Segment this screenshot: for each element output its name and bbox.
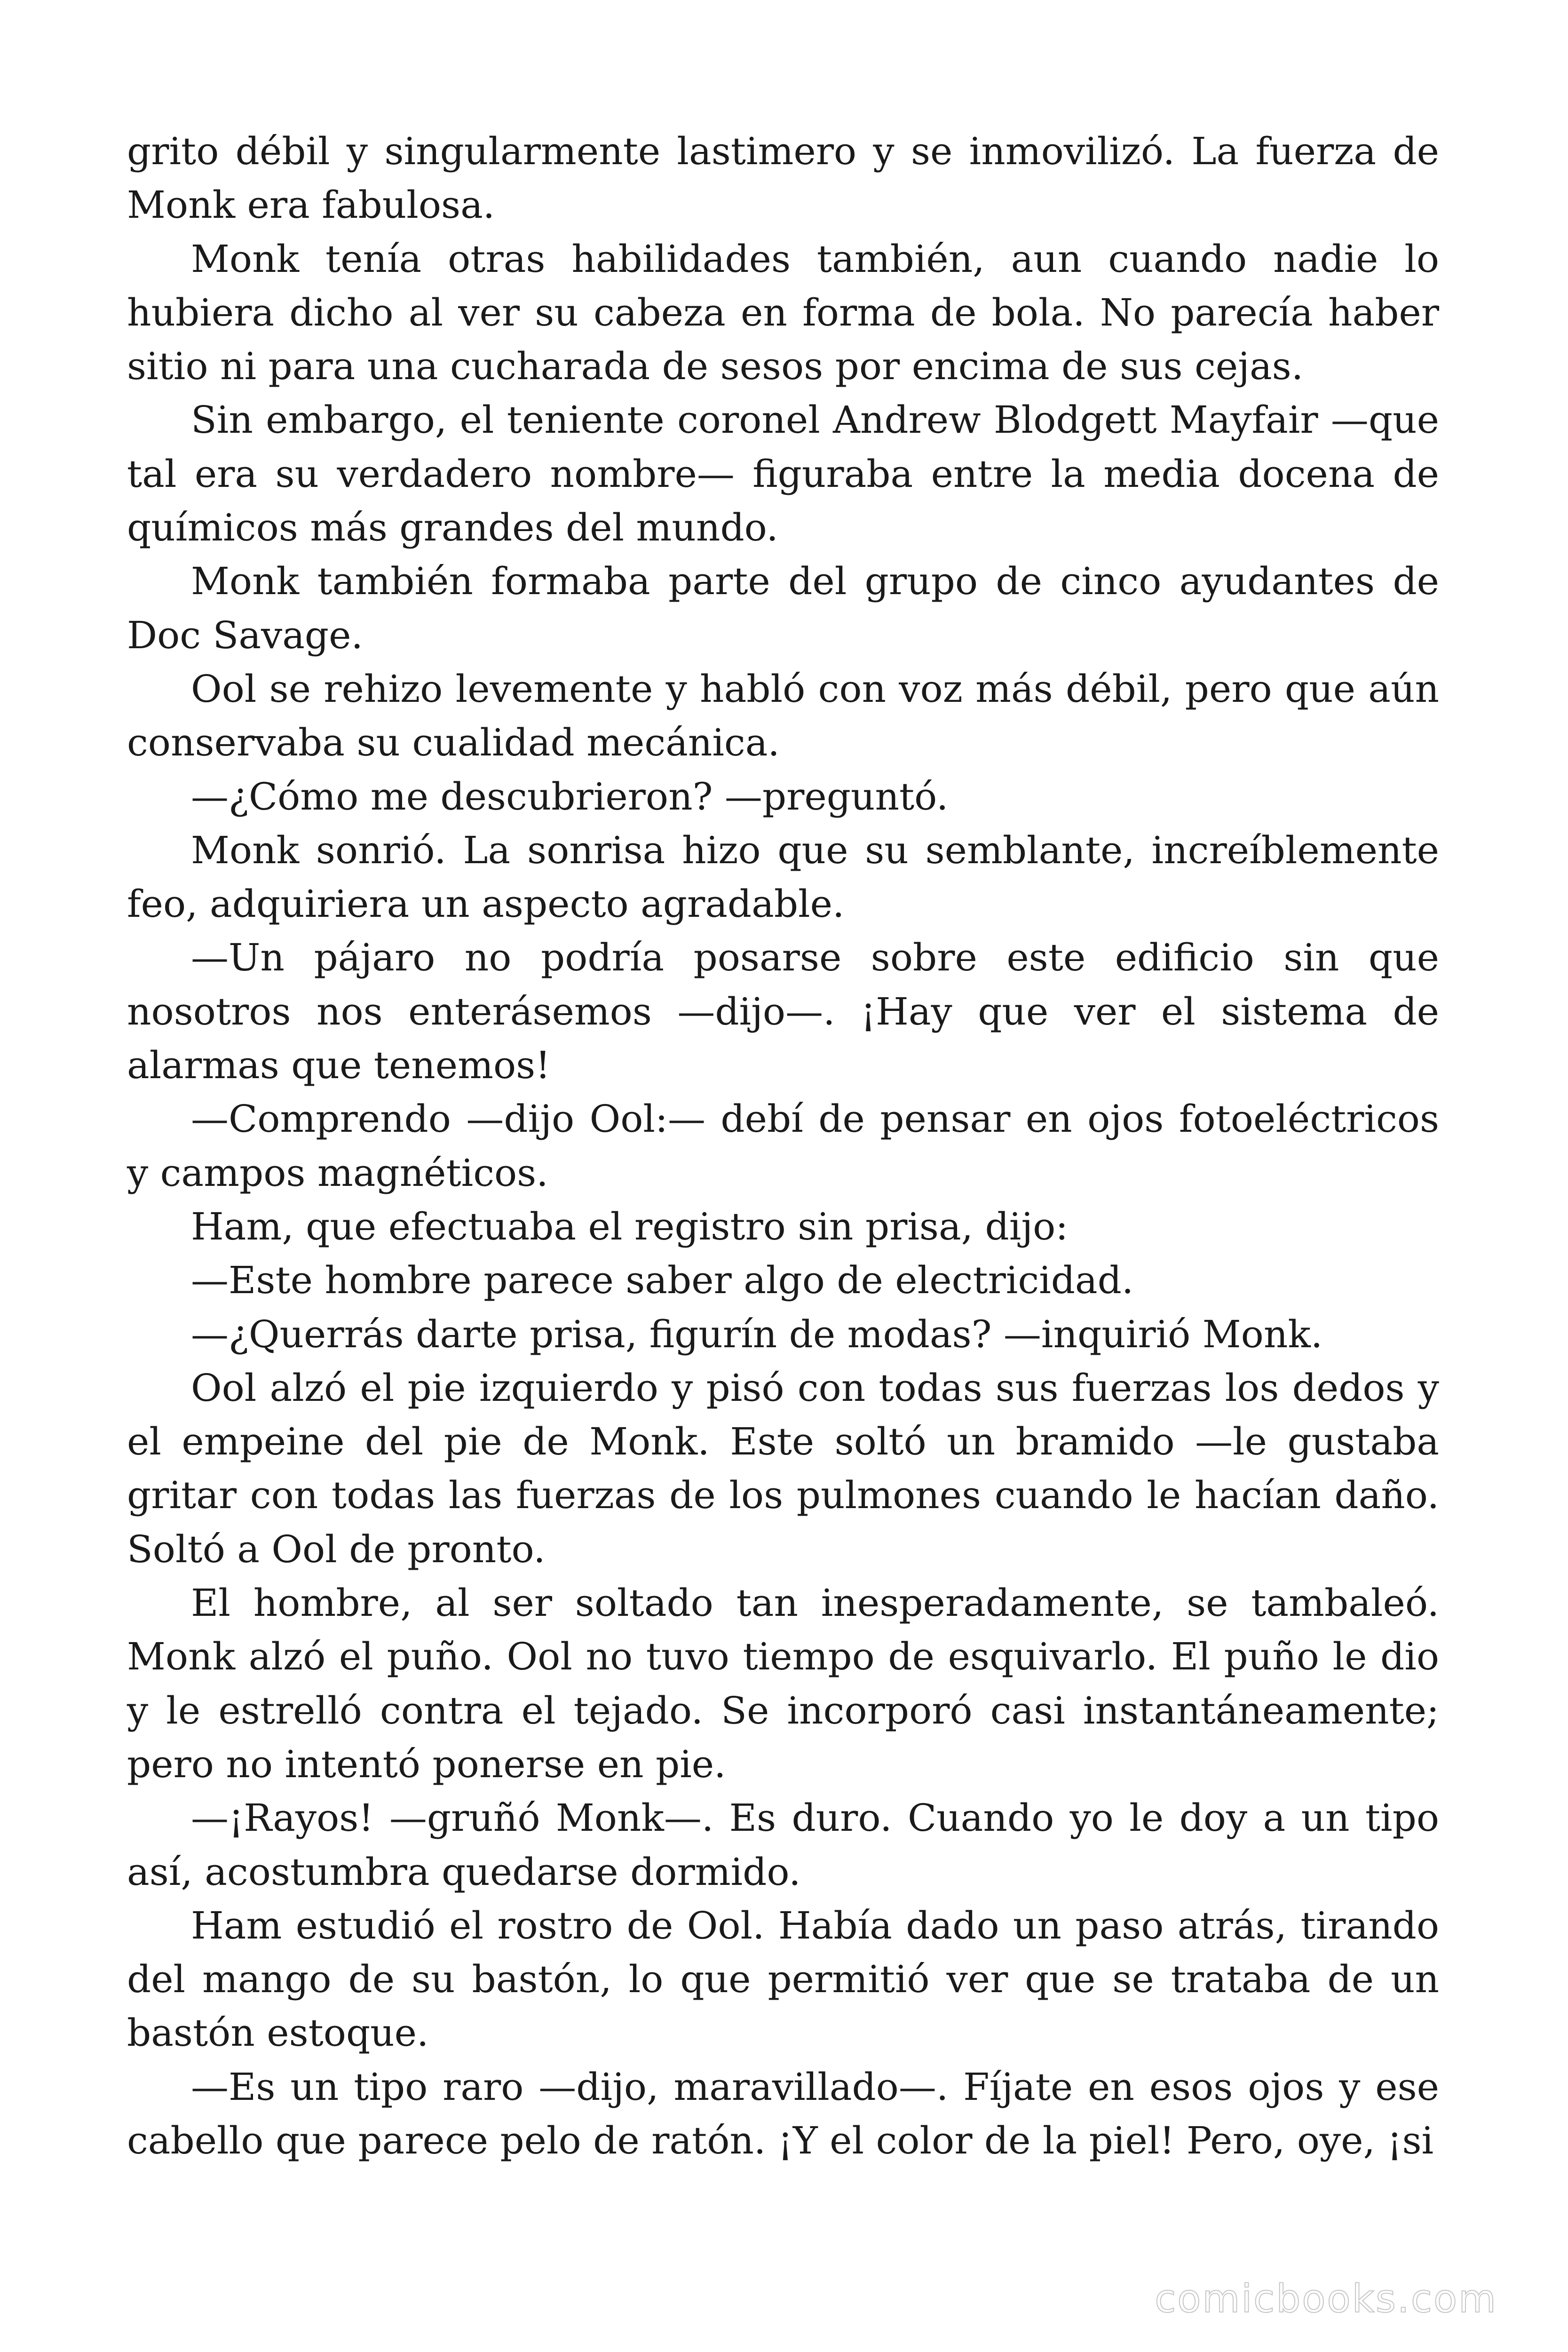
paragraph: Ham estudió el rostro de Ool. Había dado un paso atrás, tirando del mango de su bastón, lo que permitió ver que se trataba de un bastón estoque. xyxy=(127,1903,1439,2055)
paragraph: grito débil y singularmente lastimero y se inmovilizó. La fuerza de Monk era fabulosa. xyxy=(127,129,1439,227)
watermark: comicbooks.com xyxy=(1155,2277,1497,2321)
paragraph: —Comprendo —dijo Ool:— debí de pensar en ojos fotoeléctricos y campos magnéticos. xyxy=(127,1097,1439,1195)
paragraph: Monk también formaba parte del grupo de cinco ayudantes de Doc Savage. xyxy=(127,559,1439,657)
paragraph: —¿Cómo me descubrieron? —preguntó. xyxy=(191,774,949,818)
paragraph: —Un pájaro no podría posarse sobre este edificio sin que nosotros nos enterásemos —dijo—. ¡Hay que ver el sistema de alarmas que tenemos! xyxy=(127,936,1439,1088)
paragraph: Monk tenía otras habilidades también, aun cuando nadie lo hubiera dicho al ver su cabeza en forma de bola. No parecía haber sitio ni para una cucharada de sesos por encima de sus cejas. xyxy=(127,237,1439,389)
book-page-text xyxy=(127,125,1439,2168)
paragraph: El hombre, al ser soltado tan inesperadamente, se tambaleó. Monk alzó el puño. Ool no tuvo tiempo de esquivarlo. El puño le dio y le estrelló contra el tejado. Se incorporó casi instantáneamente; pero no intentó ponerse en pie. xyxy=(127,1581,1439,1786)
paragraph: Monk sonrió. La sonrisa hizo que su semblante, increíblemente feo, adquiriera un aspecto agradable. xyxy=(127,828,1439,926)
paragraph: Ool alzó el pie izquierdo y pisó con todas sus fuerzas los dedos y el empeine del pie de Monk. Este soltó un bramido —le gustaba gritar con todas las fuerzas de los pulmones cuando le hacían daño. Soltó a Ool de pronto. xyxy=(127,1366,1439,1571)
paragraph: —¡Rayos! —gruñó Monk—. Es duro. Cuando yo le doy a un tipo así, acostumbra quedarse dormido. xyxy=(127,1796,1439,1894)
paragraph: Ham, que efectuaba el registro sin prisa, dijo: xyxy=(191,1204,1069,1248)
paragraph: Sin embargo, el teniente coronel Andrew Blodgett Mayfair —que tal era su verdadero nombre— figuraba entre la media docena de químicos más grandes del mundo. xyxy=(127,398,1439,550)
paragraph: —Es un tipo raro —dijo, maravillado—. Fíjate en esos ojos y ese cabello que parece pelo de ratón. ¡Y el color de la piel! Pero, oye, ¡si xyxy=(127,2065,1439,2162)
paragraph: Ool se rehizo levemente y habló con voz más débil, pero que aún conservaba su cualidad mecánica. xyxy=(127,667,1439,765)
paragraph: —Este hombre parece saber algo de electricidad. xyxy=(191,1258,1134,1303)
paragraph: —¿Querrás darte prisa, figurín de modas? —inquirió Monk. xyxy=(191,1312,1323,1356)
